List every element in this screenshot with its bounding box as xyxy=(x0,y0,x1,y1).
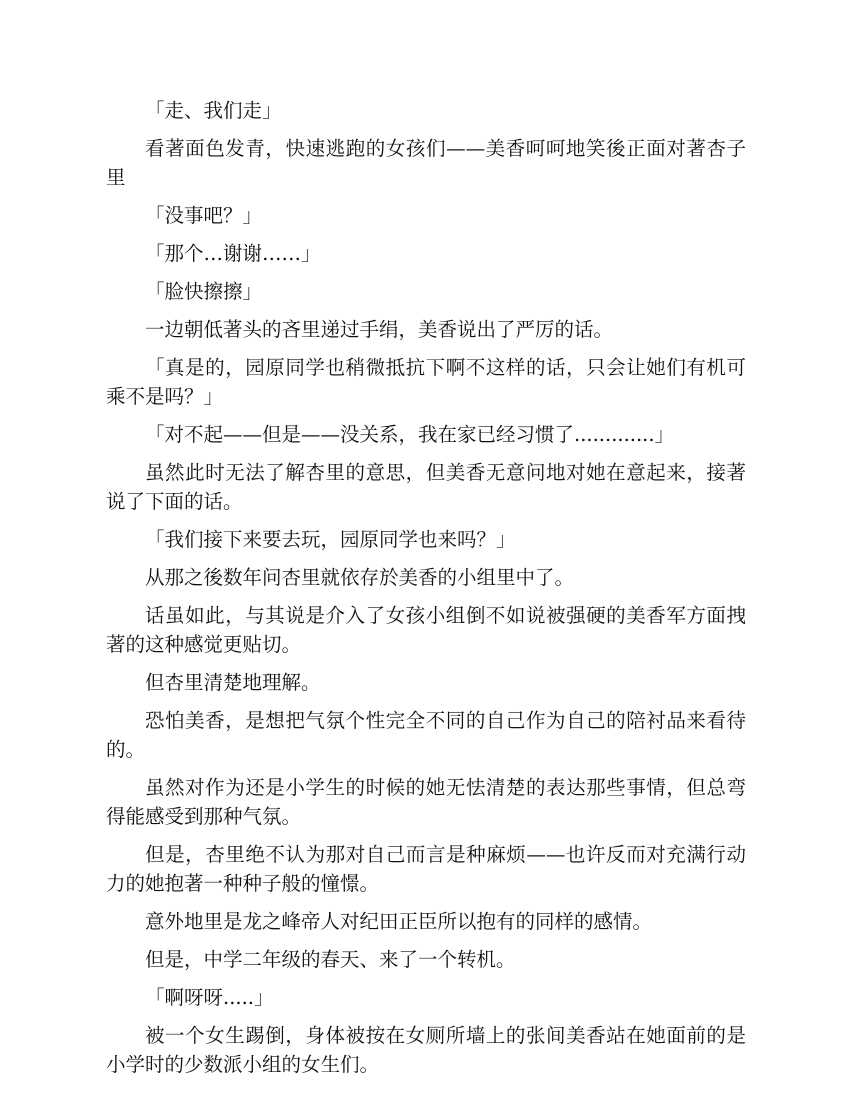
paragraph: 「走、我们走」 xyxy=(145,99,282,122)
paragraph: 「那个…谢谢……」 xyxy=(145,242,321,265)
paragraph: 虽然此时无法了解杏里的意思，但美香无意问地对她在意起来，接著说了下面的话。 xyxy=(106,461,746,513)
document-page xyxy=(106,96,746,1088)
paragraph: 看著面色发青，快速逃跑的女孩们——美香呵呵地笑後正面对著杏子里 xyxy=(106,137,746,189)
paragraph: 「我们接下来要去玩，园原同学也来吗？」 xyxy=(145,528,516,551)
paragraph: 一边朝低著头的吝里递过手绢，美香说出了严厉的话。 xyxy=(145,318,614,341)
paragraph: 「真是的，园原同学也稍微抵抗下啊不这样的话，只会让她们有机可乘不是吗？」 xyxy=(106,356,746,408)
paragraph: 「脸快擦擦」 xyxy=(145,280,263,303)
paragraph: 被一个女生踢倒，身体被按在女厕所墙上的张间美香站在她面前的是小学时的少数派小组的女生们。 xyxy=(106,1024,746,1076)
paragraph: 从那之後数年问杏里就依存於美香的小组里中了。 xyxy=(145,566,575,589)
paragraph: 但是，中学二年级的春天、来了一个转机。 xyxy=(145,948,516,971)
paragraph: 恐怕美香，是想把气氛个性完全不同的自己作为自己的陪衬品来看待的。 xyxy=(106,709,746,761)
paragraph: 意外地里是龙之峰帝人对纪田正臣所以抱有的同样的感情。 xyxy=(145,910,653,933)
paragraph: 「没事吧？」 xyxy=(145,204,263,227)
paragraph: 但是，杏里绝不认为那对自己而言是种麻烦——也许反而对充满行动力的她抱著一种种子般的憧憬。 xyxy=(106,843,746,895)
paragraph: 但杏里清楚地理解。 xyxy=(145,671,321,694)
paragraph: 话虽如此，与其说是介入了女孩小组倒不如说被强硬的美香军方面拽著的这种感觉更贴切。 xyxy=(106,604,746,656)
paragraph: 「对不起——但是——没关系，我在家已经习惯了.............」 xyxy=(145,423,675,446)
paragraph: 「啊呀呀.....」 xyxy=(145,986,274,1009)
paragraph: 虽然对作为还是小学生的时候的她无怯清楚的表达那些事情，但总弯得能感受到那种气氛。 xyxy=(106,776,746,828)
